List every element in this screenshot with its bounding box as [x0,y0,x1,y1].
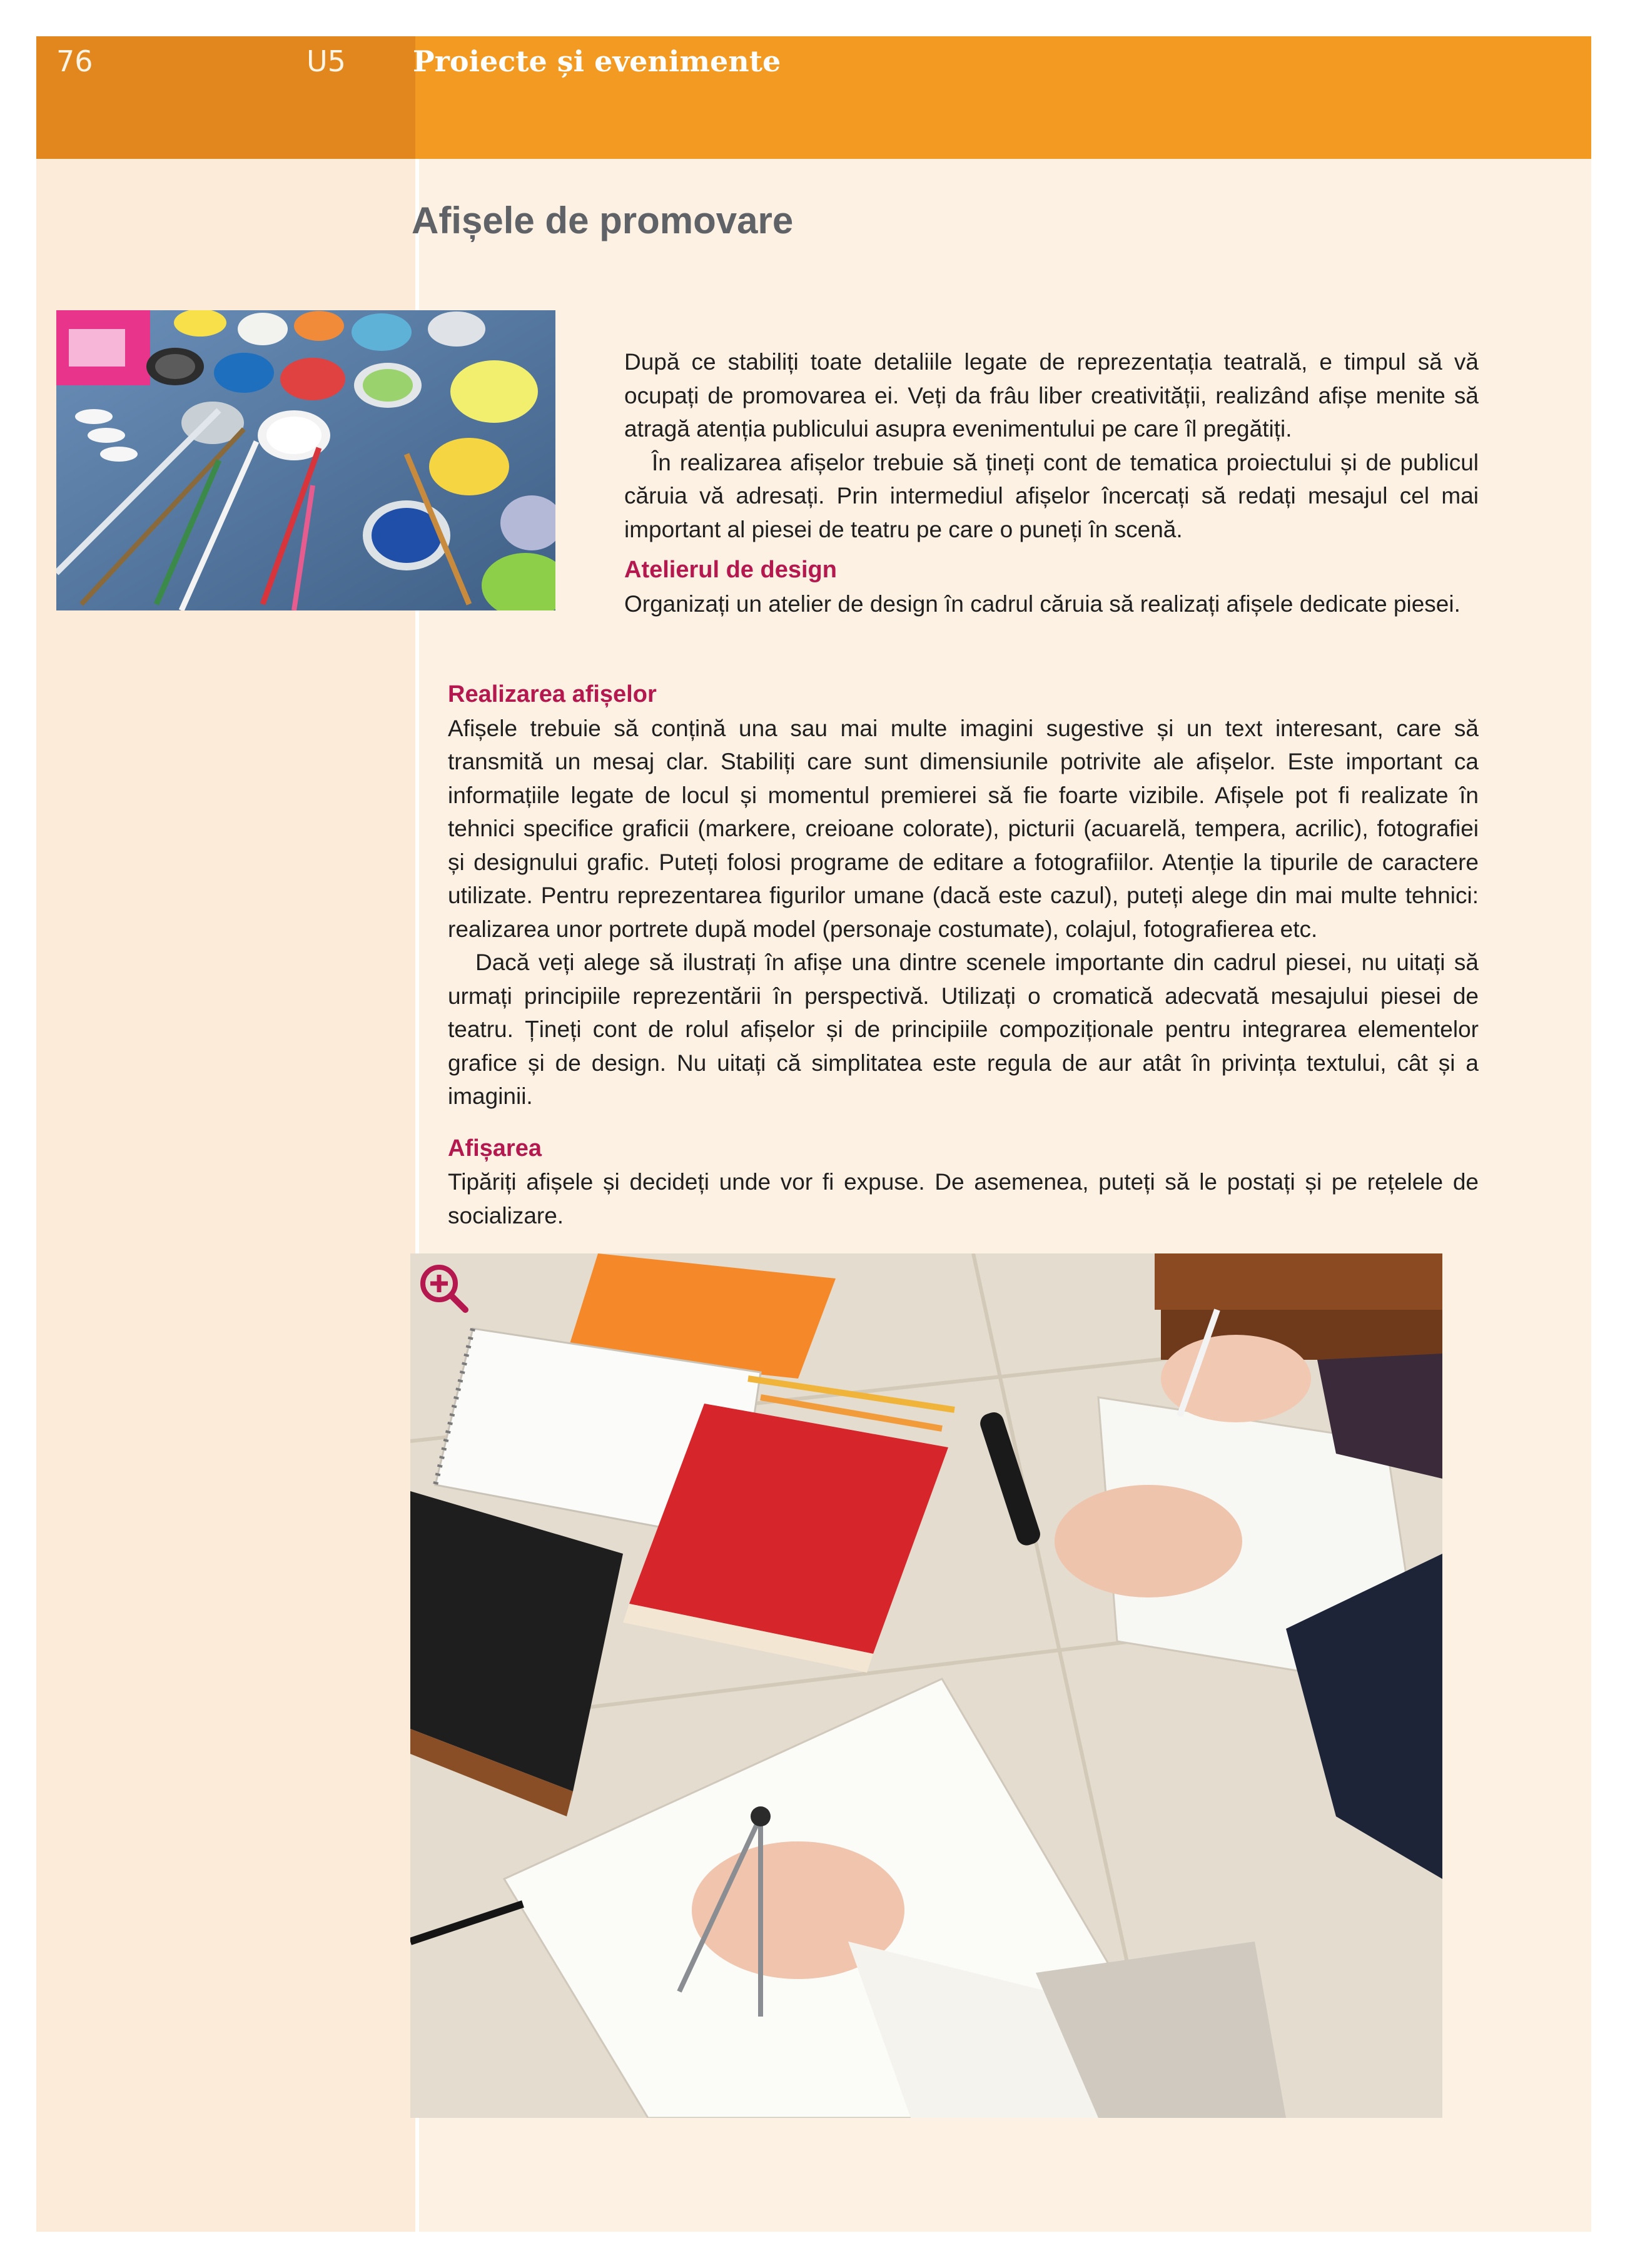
intro-paragraph-2: În realizarea afișelor trebuie să țineți cont de tematica proiectului și de publicul căruia vă adresați. Prin intermediul afișelor încercați să redați mesajul cel mai important al piesei de teatru pe care o puneți în scenă. [624,449,1479,542]
realizare-paragraph-2: Dacă veți alege să ilustrați în afișe una dintre scenele importante din cadrul piesei, nu uitați să urmați principiile reprezentării în perspectivă. Utilizați o cromatică adecvată mesajului piesei de teatru. Țineți cont de rolul afișelor și de principiile compoziționale pentru integrarea elementelor grafice și de design. Nu uitați că simplitatea este regula de aur atât în privința textului, cât și a imaginii. [448,949,1479,1109]
realizare-heading: Realizarea afișelor [448,681,657,707]
realizare-paragraph-1: Afișele trebuie să conțină una sau mai multe imagini sugestive și un text interesant, care să transmită un mesaj clar. Stabiliți care sunt dimensiunile potrivite ale afișelor. Este important ca informațiile legate de locul și momentul premierei să fie foarte vizibile. Afișele pot fi realizate în tehnici specifice graficii (markere, creioane colorate), picturii (acuarelă, tempera, acrilic), fotografiei și designului grafic. Puteți folosi programe de editare a fotografiilor. Atenție la tipurile de caractere utilizate. Pentru reprezentarea figurilor umane (dacă este cazul), puteți alege din mai multe tehnici: realizarea unor portrete după model (personaje costumate), colajul, fotografierea etc. [448,715,1479,942]
afisare-heading: Afișarea [448,1135,542,1162]
page-number: 76 [56,44,93,78]
header-left-band [36,36,415,159]
design-desk-photo [410,1253,1442,2118]
afisare-text: Tipăriți afișele și decideți unde vor fi expuse. De asemenea, puteți să le postați și pe rețelele de socializare. [448,1169,1479,1228]
zoom-in-icon[interactable] [418,1262,470,1315]
intro-block [624,345,1479,620]
unit-label: U5 [306,44,346,78]
paint-jars-photo [56,310,555,610]
intro-paragraph-1: După ce stabiliți toate detaliile legate de reprezentația teatrală, e timpul să vă ocupați de promovarea ei. Veți da frâu liber creativității, realizând afișe menite să atragă atenția publicului asupra evenimentului pe care îl pregătiți. [624,349,1479,442]
realizare-block [448,678,1479,1232]
atelier-heading: Atelierul de design [624,557,837,583]
page-title: Afișele de promovare [412,200,794,241]
chapter-title: Proiecte și evenimente [413,44,781,78]
atelier-text: Organizați un atelier de design în cadrul căruia să realizați afișele dedicate piesei. [624,590,1460,617]
